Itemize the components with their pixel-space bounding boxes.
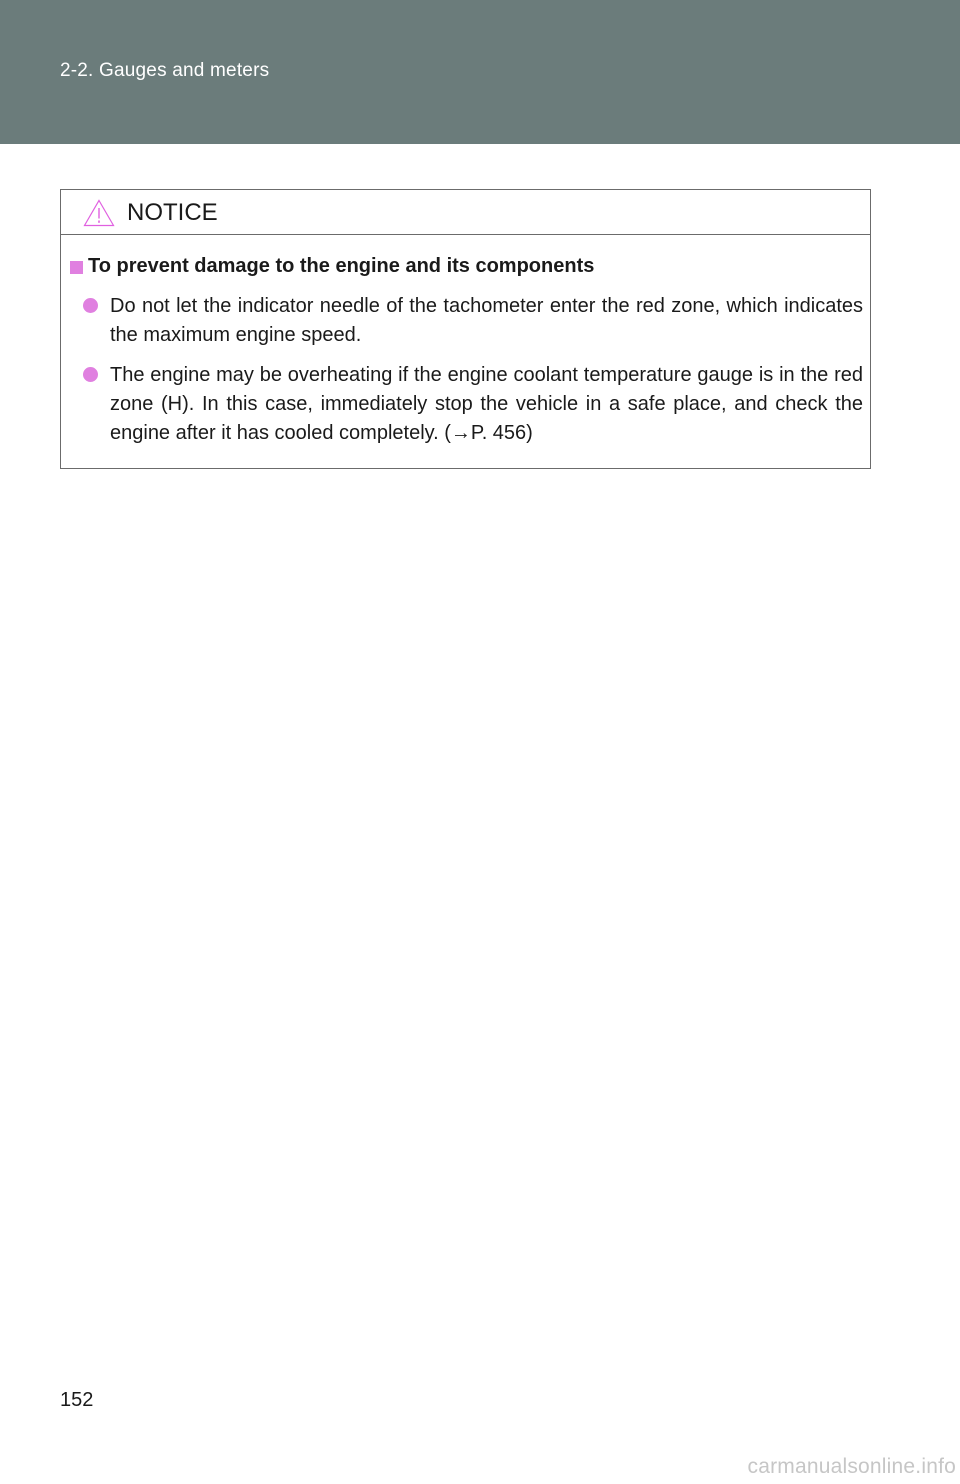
notice-box xyxy=(60,189,871,469)
list-item-text: The engine may be overheating if the engine coolant temperature gauge is in the red zone (H). In this case, immediately stop the vehicle in a safe place, and check the engine after it has cooled completely. (→P. 456) xyxy=(110,364,863,444)
page-number: 152 xyxy=(60,1389,94,1411)
notice-header xyxy=(61,190,870,235)
section-title: 2-2. Gauges and meters xyxy=(60,60,270,81)
circle-bullet-icon xyxy=(83,298,98,313)
list-item xyxy=(83,361,863,448)
header-bar xyxy=(0,0,960,144)
list-item xyxy=(83,292,863,350)
warning-triangle-icon xyxy=(83,199,115,227)
list-item-text: Do not let the indicator needle of the tachometer enter the red zone, which indicates the maximum engine speed. xyxy=(110,295,863,346)
watermark-text: carmanualsonline.info xyxy=(747,1455,956,1478)
circle-bullet-icon xyxy=(83,367,98,382)
notice-subheading xyxy=(69,255,859,283)
subheading-text: To prevent damage to the engine and its components xyxy=(88,255,595,277)
notice-label: NOTICE xyxy=(127,199,218,226)
square-bullet-icon xyxy=(70,261,83,274)
